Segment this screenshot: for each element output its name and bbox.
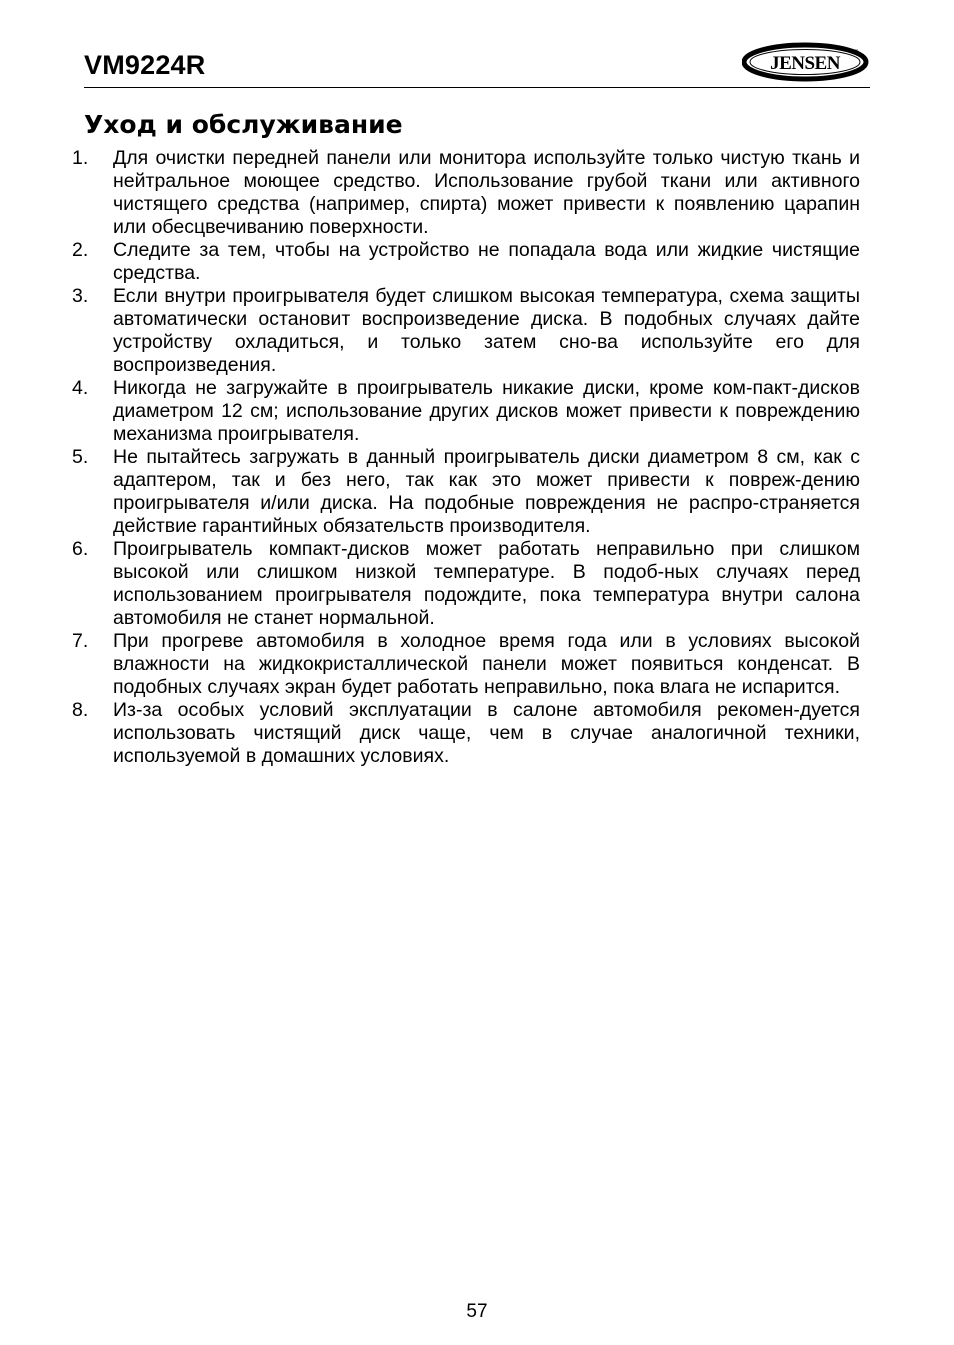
item-number: 6.	[72, 538, 89, 560]
svg-text:JENSEN: JENSEN	[770, 53, 840, 74]
page-number: 57	[466, 1301, 488, 1322]
list-item	[72, 538, 860, 630]
list-item	[72, 239, 860, 285]
list-item	[72, 699, 860, 768]
item-text: Никогда не загружайте в проигрыватель никакие диски, кроме ком-пакт-дисков диаметром 12 см; использование других дисков может привести к повреждению механизма проигрывателя.	[113, 377, 860, 445]
item-text: Из-за особых условий эксплуатации в салоне автомобиля рекомен-дуется использовать чистящий диск чаще, чем в случае аналогичной техники, используемой в домашних условиях.	[113, 699, 860, 767]
item-number: 1.	[72, 147, 89, 169]
item-text: При прогреве автомобиля в холодное время года или в условиях высокой влажности на жидкокристаллической панели может появиться конденсат. В подобных случаях экран будет работать неправильно, пока влага не испарится.	[113, 630, 860, 698]
item-number: 3.	[72, 285, 89, 307]
list-item	[72, 630, 860, 699]
item-text: Не пытайтесь загружать в данный проигрыватель диски диаметром 8 см, как с адаптером, так и без него, так как это может привести к повреж-дению проигрывателя и/или диска. На подобные повреждения не распро-страняется действие гарантийных обязательств производителя.	[113, 446, 860, 537]
item-number: 5.	[72, 446, 89, 468]
item-number: 7.	[72, 630, 89, 652]
section-title: Уход и обслуживание	[84, 110, 403, 139]
model-name: VM9224R	[84, 50, 206, 80]
item-number: 4.	[72, 377, 89, 399]
list-item	[72, 285, 860, 377]
item-text: Проигрыватель компакт-дисков может работать неправильно при слишком высокой или слишком низкой температуре. В подоб-ных случаях перед использованием проигрывателя подождите, пока температура внутри салона автомобиля не станет нормальной.	[113, 538, 860, 629]
item-number: 8.	[72, 699, 89, 721]
svg-text:®: ®	[854, 50, 859, 56]
item-number: 2.	[72, 239, 89, 261]
item-text: Следите за тем, чтобы на устройство не попадала вода или жидкие чистящие средства.	[113, 239, 860, 284]
item-text: Если внутри проигрывателя будет слишком высокая температура, схема защиты автоматически остановит воспроизведение диска. В подобных случаях дайте устройству охладиться, и только затем сно-ва используйте его для воспроизведения.	[113, 285, 860, 376]
list-item	[72, 377, 860, 446]
item-text: Для очистки передней панели или монитора используйте только чистую ткань и нейтральное моющее средство. Использование грубой ткани или активного чистящего средства (например, спирта) может привести к появлению царапин или обесцвечиванию поверхности.	[113, 147, 860, 238]
list-item	[72, 147, 860, 239]
list-item	[72, 446, 860, 538]
header-divider	[84, 87, 870, 88]
jensen-logo	[742, 42, 870, 82]
maintenance-list	[72, 147, 860, 768]
